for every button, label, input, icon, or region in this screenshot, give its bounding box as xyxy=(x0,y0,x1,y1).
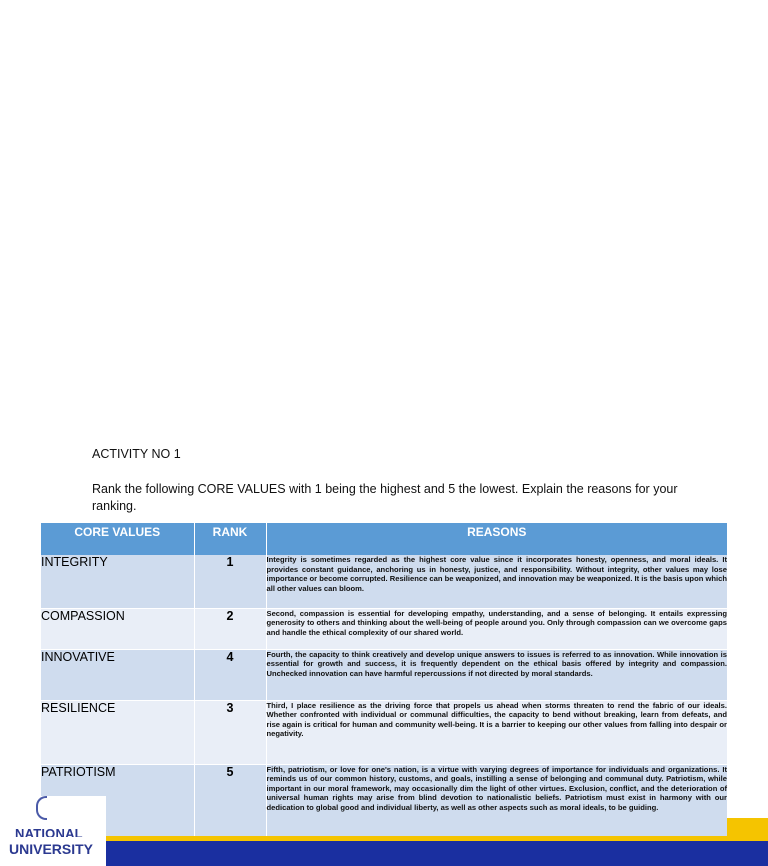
table-row xyxy=(41,649,727,700)
reason-cell: Third, I place resilience as the driving force that propels us ahead when storms threaten to rend the fabric of our ideals. Whether confronted with individual or communal difficulties, the capacity to bend without breaking, learn from defeats, and rise again is critical for human and community well-being. It is a barrier to keeping our other values from falling into despair or negativity. xyxy=(266,700,727,764)
reason-cell: Integrity is sometimes regarded as the highest core value since it incorporates honesty, openness, and moral ideals. It provides constant guidance, anchoring us in honesty, justice, and responsibility. Without integrity, other values may lose importance or become corrupted. Resilience can be weaponized, and innovation may be weaponized. It is the basis upon which all other values can bloom. xyxy=(266,555,727,608)
rank-cell: 1 xyxy=(194,555,266,608)
core-value-cell: PATRIOTISM xyxy=(41,764,194,838)
rank-cell: 2 xyxy=(194,608,266,649)
reason-cell: Fourth, the capacity to think creatively and develop unique answers to issues is referred to as innovation. While innovation is essential for growth and success, it is frequently dependent on the ethical basis offered by integrity and compassion. Unchecked innovation can have harmful repercussions if not directed by moral standards. xyxy=(266,649,727,700)
university-logo xyxy=(0,796,106,866)
table-row xyxy=(41,555,727,608)
shield-emblem-icon xyxy=(36,796,47,820)
core-value-cell: INNOVATIVE xyxy=(41,649,194,700)
reason-cell: Second, compassion is essential for developing empathy, understanding, and a sense of belonging. It entails expressing generosity to others and thinking about the well-being of people around you. Only through compassion can we overcome gaps and handle the ethical complexity of our shared world. xyxy=(266,608,727,649)
logo-text-university: UNIVERSITY xyxy=(9,841,94,857)
header-core-values: CORE VALUES xyxy=(41,523,194,555)
rank-cell: 3 xyxy=(194,700,266,764)
reason-cell: Fifth, patriotism, or love for one's nation, is a virtue with varying degrees of importance for individuals and organizations. It reminds us of our common history, customs, and goals, instilling a sense of belonging and communal duty. Patriotism, while important in our moral framework, may occasionally dim the light of other virtues. Exclusion, conflict, and the deterioration of universal human rights may arise from blind devotion to nationalistic beliefs. Patriotism must exist in harmony with our dedication to global good and individual liberty, as well as other aspects such as moral ideals, to be guiding. xyxy=(266,764,727,838)
activity-title: ACTIVITY NO 1 xyxy=(92,447,181,461)
logo-text-national: NATIONAL xyxy=(15,826,83,837)
rank-cell: 4 xyxy=(194,649,266,700)
table-row xyxy=(41,700,727,764)
core-value-cell: INTEGRITY xyxy=(41,555,194,608)
footer-gold-block xyxy=(727,818,768,841)
table-header-row xyxy=(41,523,727,555)
header-reasons: REASONS xyxy=(266,523,727,555)
core-values-table xyxy=(41,523,727,839)
table-row xyxy=(41,608,727,649)
core-value-cell: RESILIENCE xyxy=(41,700,194,764)
table-row xyxy=(41,764,727,838)
rank-cell: 5 xyxy=(194,764,266,838)
header-rank: RANK xyxy=(194,523,266,555)
footer-blue-bar xyxy=(106,841,768,866)
core-value-cell: COMPASSION xyxy=(41,608,194,649)
instructions-text: Rank the following CORE VALUES with 1 being the highest and 5 the lowest. Explain the reasons for your ranking. xyxy=(92,482,678,513)
